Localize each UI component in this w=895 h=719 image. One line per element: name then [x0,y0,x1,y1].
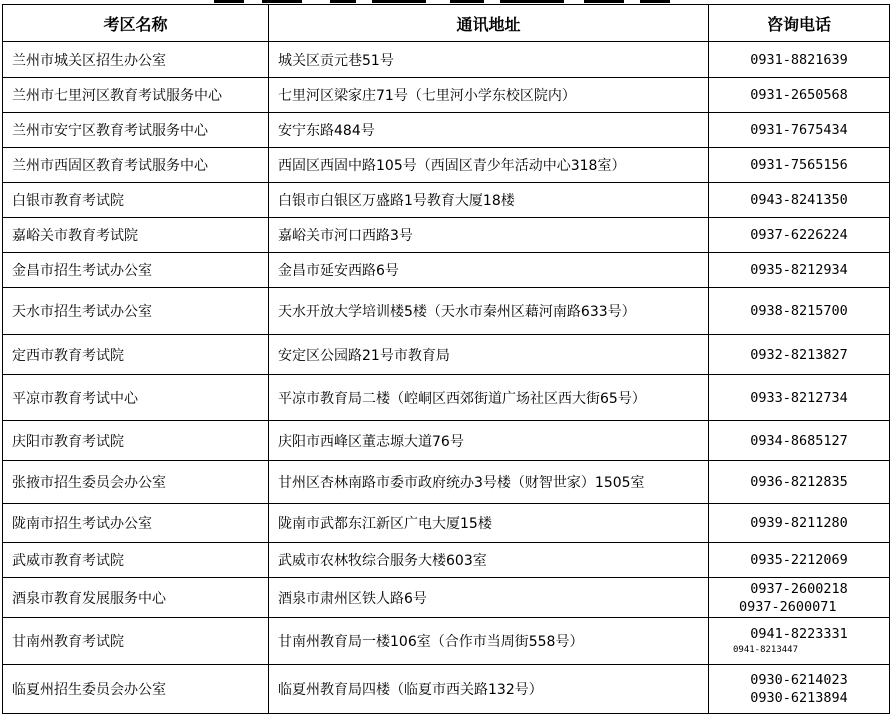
phone-cell [709,375,890,421]
phone-number: 0934-8685127 [750,432,848,449]
table-row [3,288,890,335]
address-cell: 平凉市教育局二楼（崆峒区西郊街道广场社区西大街65号） [269,375,709,421]
phone-cell [709,113,890,148]
phone-number: 0930-6213894 [750,690,848,706]
address-cell: 庆阳市西峰区董志塬大道76号 [269,421,709,461]
phone-number: 0937-2600218 [750,580,848,597]
phone-number: 0937-2600071 [739,598,837,615]
table-row [3,504,890,543]
district-name-cell: 金昌市招生考试办公室 [3,253,269,288]
phone-cell [709,335,890,375]
phone-cell [709,504,890,543]
phone-number: 0939-8211280 [750,515,848,531]
phone-number: 0933-8212734 [750,389,848,406]
address-cell: 金昌市延安西路6号 [269,253,709,288]
phone-cell [709,461,890,504]
table-row [3,218,890,253]
district-name-cell: 临夏州招生委员会办公室 [3,665,269,714]
table-row [3,618,890,665]
phone-cell [709,288,890,335]
address-cell: 城关区贡元巷51号 [269,42,709,78]
phone-number: 0935-2212069 [750,552,848,568]
address-cell: 武威市农林牧综合服务大楼603室 [269,543,709,578]
phone-number: 0932-8213827 [750,346,848,363]
table-row [3,375,890,421]
phone-number: 0930-6214023 [750,672,848,688]
phone-number: 0943-8241350 [750,192,848,208]
phone-cell [709,543,890,578]
table-row [3,461,890,504]
district-name-cell: 甘南州教育考试院 [3,618,269,665]
phone-number: 0931-7675434 [750,122,848,138]
district-name-cell: 张掖市招生委员会办公室 [3,461,269,504]
table-row [3,113,890,148]
phone-number: 0941-8223331 [750,626,848,642]
phone-cell [709,578,890,618]
district-name-cell: 陇南市招生考试办公室 [3,504,269,543]
table-row [3,183,890,218]
phone-cell [709,78,890,113]
phone-number: 0931-2650568 [750,87,848,103]
address-cell: 陇南市武都东江新区广电大厦15楼 [269,504,709,543]
address-cell: 甘南州教育局一楼106室（合作市当周街558号） [269,618,709,665]
header-address: 通讯地址 [269,5,709,42]
district-name-cell: 平凉市教育考试中心 [3,375,269,421]
address-cell: 临夏州教育局四楼（临夏市西关路132号） [269,665,709,714]
header-phone: 咨询电话 [709,5,890,42]
phone-number: 0931-8821639 [750,51,848,68]
phone-number: 0937-6226224 [750,227,848,243]
phone-cell [709,148,890,183]
district-name-cell: 定西市教育考试院 [3,335,269,375]
phone-number: 0941-8213447 [733,645,799,655]
address-cell: 安定区公园路21号市教育局 [269,335,709,375]
address-cell: 天水开放大学培训楼5楼（天水市秦州区藉河南路633号） [269,288,709,335]
district-name-cell: 武威市教育考试院 [3,543,269,578]
phone-number: 0931-7565156 [750,157,848,173]
address-cell: 安宁东路484号 [269,113,709,148]
table-row [3,253,890,288]
table-header-row [3,5,890,42]
address-cell: 甘州区杏林南路市委市政府统办3号楼（财智世家）1505室 [269,461,709,504]
phone-number: 0936-8212835 [750,474,848,490]
address-cell: 嘉峪关市河口西路3号 [269,218,709,253]
table-row [3,42,890,78]
header-district-name: 考区名称 [3,5,269,42]
table-row [3,335,890,375]
table-row [3,78,890,113]
phone-cell [709,421,890,461]
district-name-cell: 庆阳市教育考试院 [3,421,269,461]
phone-number: 0935-8212934 [750,262,848,278]
address-cell: 酒泉市肃州区铁人路6号 [269,578,709,618]
district-name-cell: 兰州市七里河区教育考试服务中心 [3,78,269,113]
district-name-cell: 兰州市西固区教育考试服务中心 [3,148,269,183]
phone-cell [709,42,890,78]
phone-cell [709,218,890,253]
district-name-cell: 白银市教育考试院 [3,183,269,218]
phone-cell [709,665,890,714]
address-cell: 七里河区梁家庄71号（七里河小学东校区院内） [269,78,709,113]
table-row [3,665,890,714]
phone-cell [709,183,890,218]
district-name-cell: 天水市招生考试办公室 [3,288,269,335]
district-name-cell: 酒泉市教育发展服务中心 [3,578,269,618]
address-cell: 白银市白银区万盛路1号教育大厦18楼 [269,183,709,218]
phone-cell [709,618,890,665]
exam-office-contact-table [2,4,890,714]
table-row [3,148,890,183]
address-cell: 西固区西固中路105号（西固区青少年活动中心318室） [269,148,709,183]
phone-cell [709,253,890,288]
phone-number: 0938-8215700 [750,303,848,319]
table-row [3,543,890,578]
district-name-cell: 兰州市城关区招生办公室 [3,42,269,78]
table-row [3,578,890,618]
table-row [3,421,890,461]
district-name-cell: 嘉峪关市教育考试院 [3,218,269,253]
district-name-cell: 兰州市安宁区教育考试服务中心 [3,113,269,148]
